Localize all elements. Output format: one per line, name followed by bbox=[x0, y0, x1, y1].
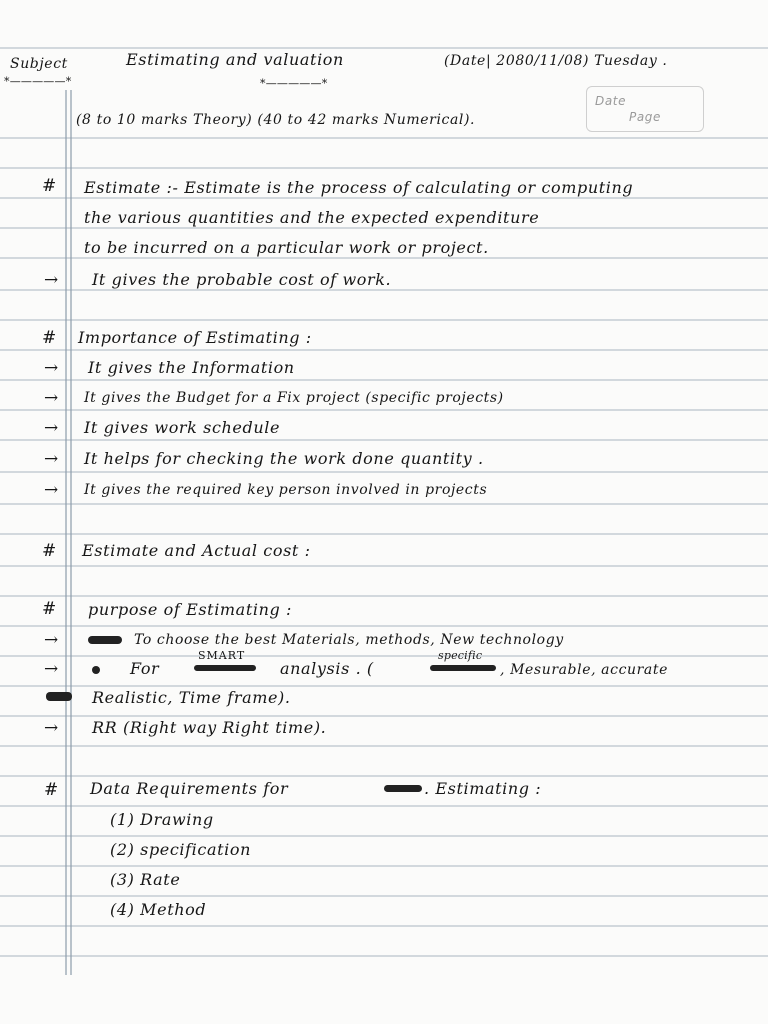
data-requirement-item: (2) specification bbox=[110, 840, 251, 859]
importance-point: It gives the required key person involved in projects bbox=[84, 482, 488, 498]
smart-superscript: SMART bbox=[198, 649, 246, 662]
importance-point: It gives the Information bbox=[88, 358, 295, 377]
estimate-line-3: to be incurred on a particular work or project. bbox=[84, 238, 489, 257]
page-title: Estimating and valuation bbox=[126, 50, 344, 69]
hash-marker: # bbox=[42, 599, 57, 619]
purpose-point-2-text: analysis . ( bbox=[280, 659, 374, 678]
data-requirement-item: (4) Method bbox=[110, 900, 207, 919]
arrow-marker: → bbox=[44, 388, 59, 408]
hash-marker: # bbox=[42, 328, 57, 348]
marks-note: (8 to 10 marks Theory) (40 to 42 marks Numerical). bbox=[76, 112, 476, 128]
data-requirements-heading-end: . Estimating : bbox=[424, 779, 542, 798]
scribble-mark bbox=[384, 785, 422, 792]
arrow-marker: → bbox=[44, 358, 59, 378]
title-stars: *—————* bbox=[260, 77, 328, 90]
scribble-mark bbox=[194, 665, 256, 671]
estimate-line-1: Estimate :- Estimate is the process of calculating or computing bbox=[84, 178, 634, 197]
purpose-point-2-rest: , Mesurable, accurate bbox=[500, 662, 668, 678]
arrow-marker: → bbox=[44, 480, 59, 500]
specific-superscript: specific bbox=[438, 649, 483, 662]
page-box-label: Page bbox=[629, 110, 661, 124]
importance-heading: Importance of Estimating : bbox=[78, 328, 312, 347]
purpose-point-1: To choose the best Materials, methods, New technology bbox=[134, 632, 564, 648]
date-page-box bbox=[586, 86, 704, 132]
scribble-mark bbox=[92, 666, 100, 674]
subject-label: Subject bbox=[10, 56, 68, 72]
arrow-marker: → bbox=[44, 270, 59, 290]
estimate-point: It gives the probable cost of work. bbox=[92, 270, 392, 289]
purpose-point-2-prefix: For bbox=[130, 659, 160, 678]
arrow-marker: → bbox=[44, 630, 59, 650]
purpose-point-4: RR (Right way Right time). bbox=[92, 718, 327, 737]
hash-marker: # bbox=[42, 176, 57, 196]
arrow-marker: → bbox=[44, 449, 59, 469]
scribble-mark bbox=[430, 665, 496, 671]
data-requirement-item: (3) Rate bbox=[110, 870, 181, 889]
purpose-point-3: Realistic, Time frame). bbox=[92, 688, 291, 707]
importance-point: It helps for checking the work done quantity . bbox=[84, 449, 484, 468]
hash-marker: # bbox=[44, 780, 59, 800]
subject-stars: *—————* bbox=[4, 75, 72, 88]
scribble-mark bbox=[88, 636, 122, 644]
estimate-line-2: the various quantities and the expected expenditure bbox=[84, 208, 540, 227]
date-box-label: Date bbox=[595, 94, 627, 108]
arrow-marker: → bbox=[44, 718, 59, 738]
importance-point: It gives the Budget for a Fix project (specific projects) bbox=[84, 390, 504, 406]
importance-point: It gives work schedule bbox=[84, 418, 281, 437]
scribble-mark bbox=[46, 692, 72, 701]
arrow-marker: → bbox=[44, 659, 59, 679]
data-requirement-item: (1) Drawing bbox=[110, 810, 214, 829]
estimate-actual-heading: Estimate and Actual cost : bbox=[82, 541, 311, 560]
arrow-marker: → bbox=[44, 418, 59, 438]
data-requirements-heading-start: Data Requirements for bbox=[90, 779, 289, 798]
purpose-heading: purpose of Estimating : bbox=[88, 600, 292, 619]
header-date: (Date| 2080/11/08) Tuesday . bbox=[444, 53, 668, 69]
hash-marker: # bbox=[42, 541, 57, 561]
